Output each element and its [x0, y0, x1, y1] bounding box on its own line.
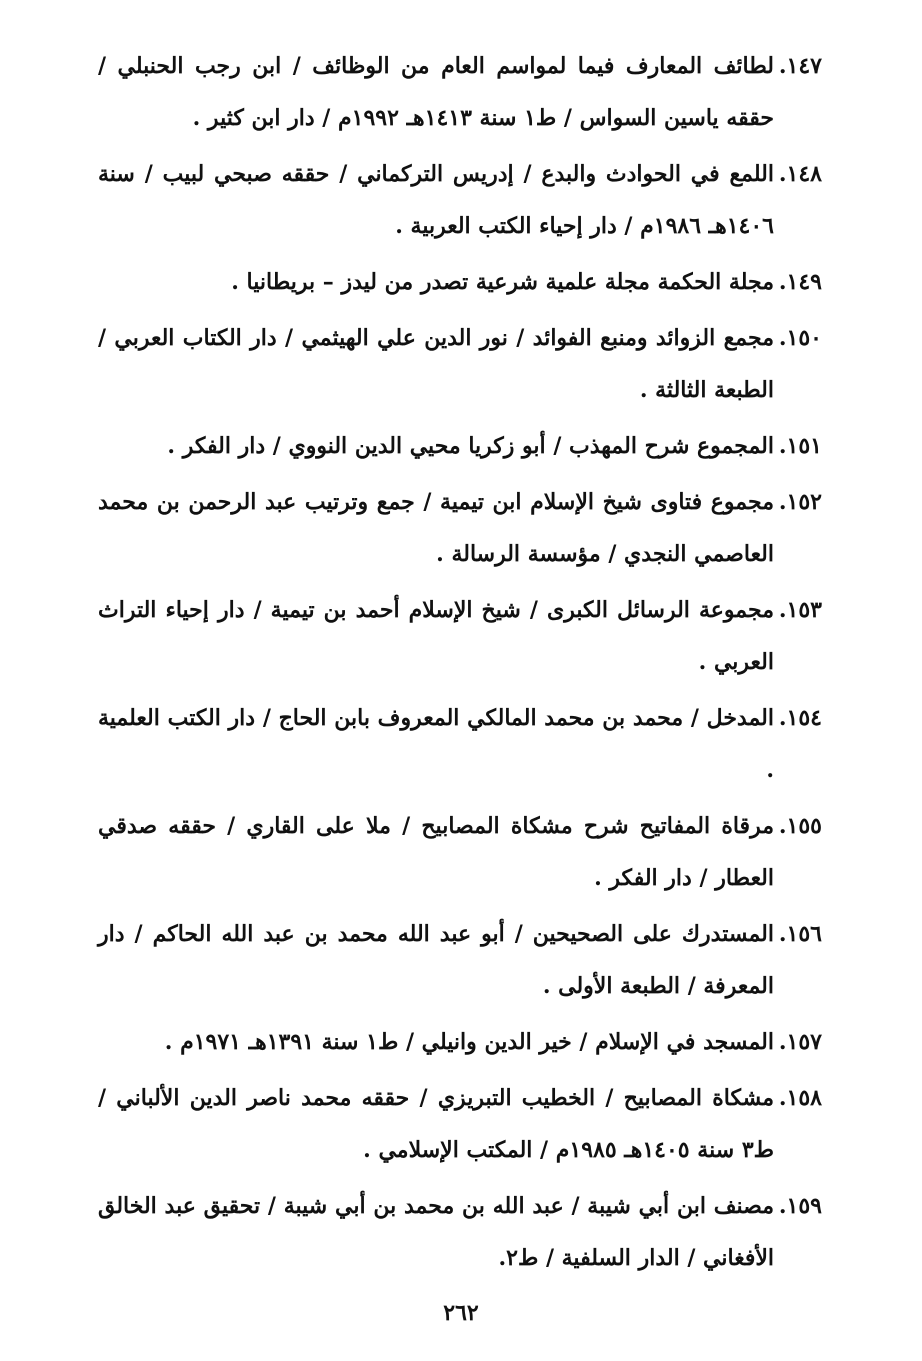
bibliography-entry [96, 908, 822, 1012]
entry-number: ١٥٣. [778, 597, 822, 623]
entry-number: ١٥٠. [778, 325, 822, 351]
entry-text: مجلة الحكمة مجلة علمية شرعية تصدر من ليدز – بريطانيا . [231, 269, 774, 295]
entry-number: ١٥٦. [778, 921, 822, 947]
bibliography-entry [96, 148, 822, 252]
entry-text: مجمع الزوائد ومنبع الفوائد / نور الدين علي الهيثمي / دار الكتاب العربي / الطبعة الثالثة . [98, 325, 774, 403]
page-number: ٢٦٢ [443, 1300, 479, 1326]
entry-text: لطائف المعارف فيما لمواسم العام من الوظائف / ابن رجب الحنبلي / حققه ياسين السواس / ط١ سنة ١٤١٣هـ ١٩٩٢م / دار ابن كثير . [98, 53, 774, 131]
entry-text: مشكاة المصابيح / الخطيب التبريزي / حققه محمد ناصر الدين الألباني / ط٣ سنة ١٤٠٥هـ ١٩٨٥م / المكتب الإسلامي . [98, 1085, 774, 1163]
bibliography-entry [96, 476, 822, 580]
entry-text: مجموع فتاوى شيخ الإسلام ابن تيمية / جمع وترتيب عبد الرحمن بن محمد العاصمي النجدي / مؤسسة الرسالة . [98, 489, 774, 567]
entry-number: ١٥٧. [778, 1029, 822, 1055]
entry-text: مصنف ابن أبي شيبة / عبد الله بن محمد بن أبي شيبة / تحقيق عبد الخالق الأفغاني / الدار السلفية / ط٢. [98, 1193, 774, 1271]
entry-number: ١٥٩. [778, 1193, 822, 1219]
entry-number: ١٤٧. [778, 53, 822, 79]
entry-number: ١٥٤. [778, 705, 822, 731]
bibliography-entry [96, 1180, 822, 1284]
bibliography-entry [96, 692, 822, 796]
bibliography-list [96, 40, 822, 1288]
bibliography-entry [96, 1016, 822, 1068]
entry-text: اللمع في الحوادث والبدع / إدريس التركماني / حققه صبحي لبيب / سنة ١٤٠٦هـ ١٩٨٦م / دار إحياء الكتب العربية . [98, 161, 774, 239]
entry-text: مجموعة الرسائل الكبرى / شيخ الإسلام أحمد بن تيمية / دار إحياء التراث العربي . [98, 597, 774, 675]
entry-number: ١٥٥. [778, 813, 822, 839]
bibliography-entry [96, 800, 822, 904]
entry-number: ١٥٨. [778, 1085, 822, 1111]
bibliography-entry [96, 1072, 822, 1176]
entry-number: ١٤٨. [778, 161, 822, 187]
bibliography-entry [96, 420, 822, 472]
entry-text: المجموع شرح المهذب / أبو زكريا محيي الدين النووي / دار الفكر . [167, 433, 774, 459]
entry-text: المدخل / محمد بن محمد المالكي المعروف بابن الحاج / دار الكتب العلمية . [98, 705, 774, 783]
bibliography-entry [96, 40, 822, 144]
entry-text: مرقاة المفاتيح شرح مشكاة المصابيح / ملا على القاري / حققه صدقي العطار / دار الفكر . [98, 813, 774, 891]
entry-number: ١٥١. [778, 433, 822, 459]
bibliography-entry [96, 312, 822, 416]
bibliography-entry [96, 256, 822, 308]
entry-text: المستدرك على الصحيحين / أبو عبد الله محمد بن عبد الله الحاكم / دار المعرفة / الطبعة الأولى . [98, 921, 774, 999]
bibliography-entry [96, 584, 822, 688]
entry-text: المسجد في الإسلام / خير الدين وانيلي / ط١ سنة ١٣٩١هـ ١٩٧١م . [164, 1029, 774, 1055]
entry-number: ١٥٢. [778, 489, 822, 515]
entry-number: ١٤٩. [778, 269, 822, 295]
